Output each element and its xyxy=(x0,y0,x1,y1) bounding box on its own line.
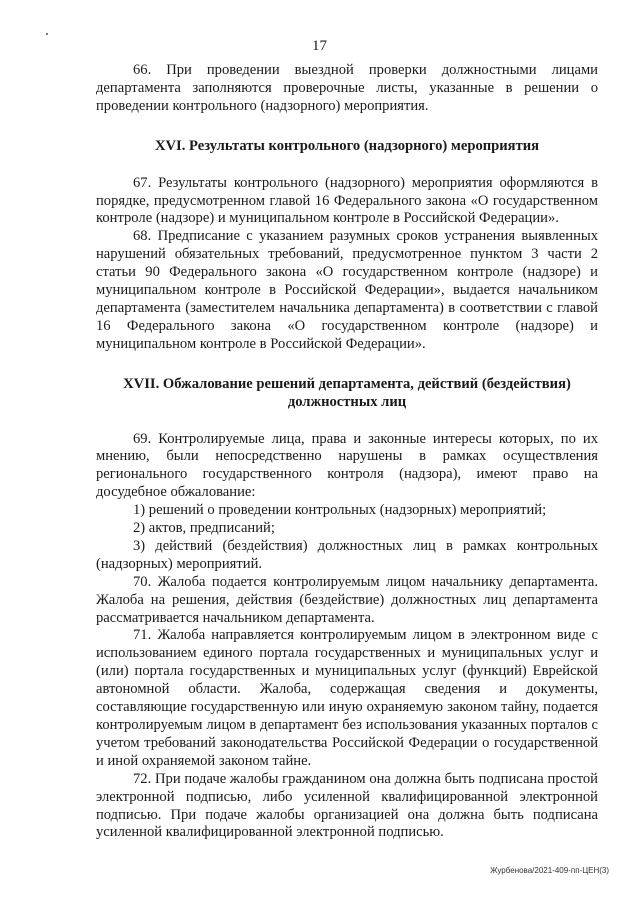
document-footer-code: Журбенова/2021-409-пп-ЦЕН(3) xyxy=(490,866,609,875)
paragraph-71: 71. Жалоба направляется контролируемым лицом в электронном виде с использованием единого портала государственных и муниципальных услуг и (или) портала государственных и муниципальных услуг (функций) Еврейской автономной области. Жалоба, содержащая сведения и документы, составляющие государственную или иную охраняемую законом тайну, подается контролируемым лицом в департамент без использования указанных порталов с учетом требований законодательства Российской Федерации о государственной и иной охраняемой законом тайне. xyxy=(96,627,598,769)
section-heading-17-line1: XVII. Обжалование решений департамента, действий (бездействия) xyxy=(123,375,571,392)
section-heading-17 xyxy=(96,376,598,412)
paragraph-68: 68. Предписание с указанием разумных сроков устранения выявленных нарушений обязательных требований, предусмотренное пунктом 3 части 2 статьи 90 Федерального закона «О государственном контроле (надзоре) и муниципальном контроле в Российской Федерации», выдается начальником департамента (заместителем начальника департамента) в соответствии с главой 16 Федерального закона «О государственном контроле (надзоре) и муниципальном контроле в Российской Федерации». xyxy=(96,228,598,352)
document-body xyxy=(96,62,598,842)
list-item-1: 1) решений о проведении контрольных (надзорных) мероприятий; xyxy=(133,502,547,519)
page-number: 17 xyxy=(312,38,327,54)
paragraph-67: 67. Результаты контрольного (надзорного) мероприятия оформляются в порядке, предусмотренном главой 16 Федерального закона «О государственном контроле (надзоре) и муниципальном контроле в Российской Федерации». xyxy=(96,174,598,227)
paragraph-69: 69. Контролируемые лица, права и законные интересы которых, по их мнению, были непосредственно нарушены в рамках осуществления регионального государственного контроля (надзора), имеют право на досудебное обжалование: xyxy=(96,430,598,501)
section-heading-17-line2: должностных лиц xyxy=(287,393,407,410)
paragraph-72: 72. При подаче жалобы гражданином она должна быть подписана простой электронной подписью, либо усиленной квалифицированной электронной подписью. При подаче жалобы организацией она должна быть подписана усиленной квалифицированной электронной подписью. xyxy=(96,770,598,841)
list-item-3: 3) действий (бездействия) должностных лиц в рамках контрольных (надзорных) мероприятий. xyxy=(96,537,598,572)
list-item-2: 2) актов, предписаний; xyxy=(133,520,275,537)
paragraph-66: 66. При проведении выездной проверки должностными лицами департамента заполняются проверочные листы, указанные в решении о проведении контрольного (надзорного) мероприятия. xyxy=(96,62,598,114)
section-heading-16: XVI. Результаты контрольного (надзорного) мероприятия xyxy=(154,137,540,154)
scan-speck xyxy=(46,33,48,35)
paragraph-70: 70. Жалоба подается контролируемым лицом начальнику департамента. Жалоба на решения, действия (бездействие) должностных лиц департамента рассматривается начальником департамента. xyxy=(96,573,598,626)
